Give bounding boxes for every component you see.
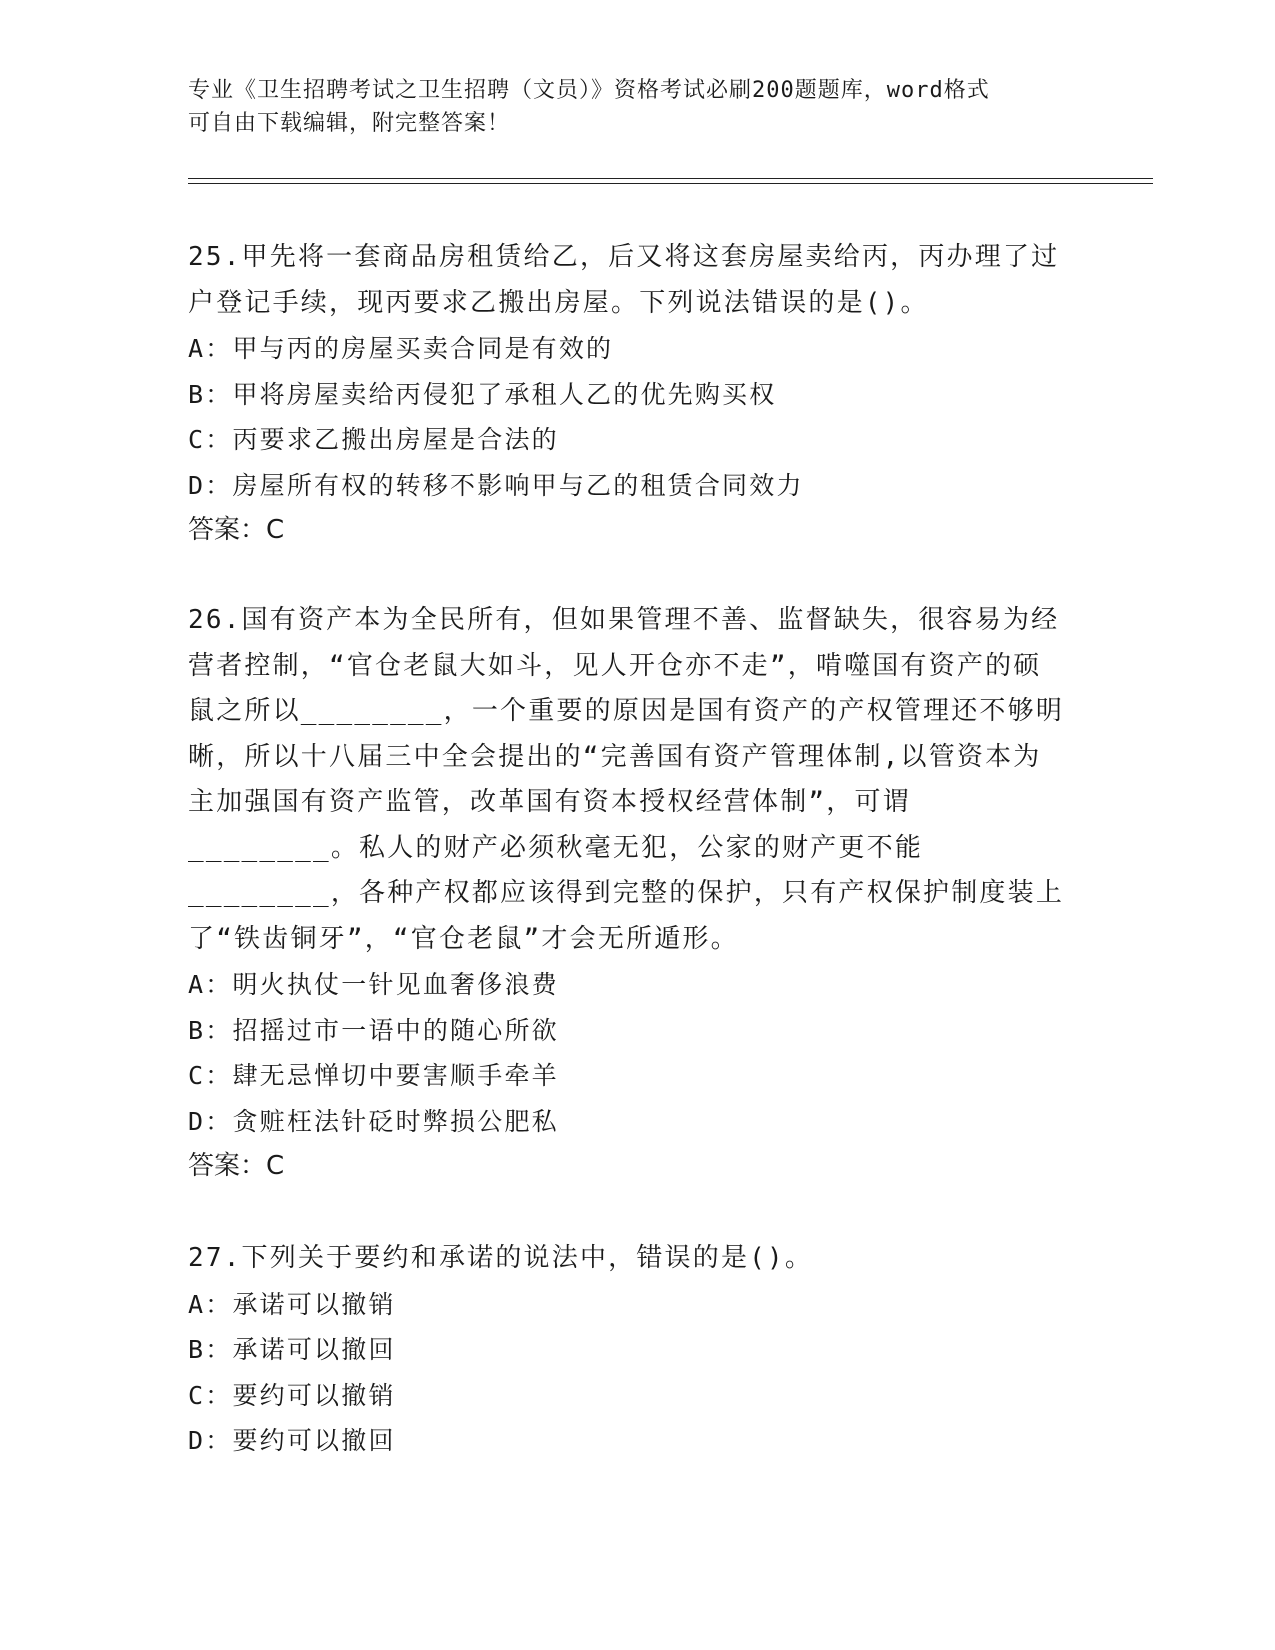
option-a: A：承诺可以撤销 [188, 1289, 396, 1319]
question-27 [188, 1236, 1068, 1464]
option-a: A：甲与丙的房屋买卖合同是有效的 [188, 334, 614, 363]
question-stem: 25.甲先将一套商品房租赁给乙，后又将这套房屋卖给丙，丙办理了过户登记手续，现丙要求乙搬出房屋。下列说法错误的是()。 [188, 242, 1060, 318]
option-c: C：肆无忌惮切中要害顺手牵羊 [188, 1061, 559, 1090]
answer-line: 答案：C [188, 515, 285, 545]
option-a: A：明火执仗一针见血奢侈浪费 [188, 970, 559, 999]
option-b: B：招摇过市一语中的随心所欲 [188, 1015, 559, 1045]
option-d: D：要约可以撤回 [188, 1426, 396, 1455]
document-header [188, 74, 1088, 140]
option-c: C：丙要求乙搬出房屋是合法的 [188, 425, 559, 454]
option-d: D：贪赃枉法针砭时弊损公肥私 [188, 1106, 559, 1136]
question-stem: 27.下列关于要约和承诺的说法中，错误的是()。 [188, 1243, 814, 1273]
option-d: D：房屋所有权的转移不影响甲与乙的租赁合同效力 [188, 470, 804, 500]
question-stem: 26.国有资产本为全民所有，但如果管理不善、监督缺失，很容易为经营者控制，“官仓老鼠大如斗，见人开仓亦不走”，啃噬国有资产的硕鼠之所以________，一个重要的原因是国有资产的产权管理还不够明晰，所以十八届三中全会提出的“完善国有资产管理体制,以管资本为主加强国有资产监管，改革国有资本授权经营体制”，可谓________。私人的财产必须秋毫无犯，公家的财产更不能________，各种产权都应该得到完整的保护，只有产权保护制度装上了“铁齿铜牙”，“官仓老鼠”才会无所遁形。 [188, 605, 1065, 954]
header-line-1: 专业《卫生招聘考试之卫生招聘（文员）》资格考试必刷200题题库，word格式 [188, 78, 990, 103]
header-line-2: 可自由下载编辑，附完整答案！ [188, 111, 511, 136]
question-26 [188, 598, 1068, 1190]
option-b: B：甲将房屋卖给丙侵犯了承租人乙的优先购买权 [188, 379, 777, 409]
header-divider-top [188, 178, 1153, 179]
header-divider-bottom [188, 183, 1153, 184]
option-c: C：要约可以撤销 [188, 1380, 396, 1410]
question-25 [188, 235, 1068, 554]
option-b: B：承诺可以撤回 [188, 1335, 396, 1364]
answer-line: 答案：C [188, 1151, 285, 1181]
